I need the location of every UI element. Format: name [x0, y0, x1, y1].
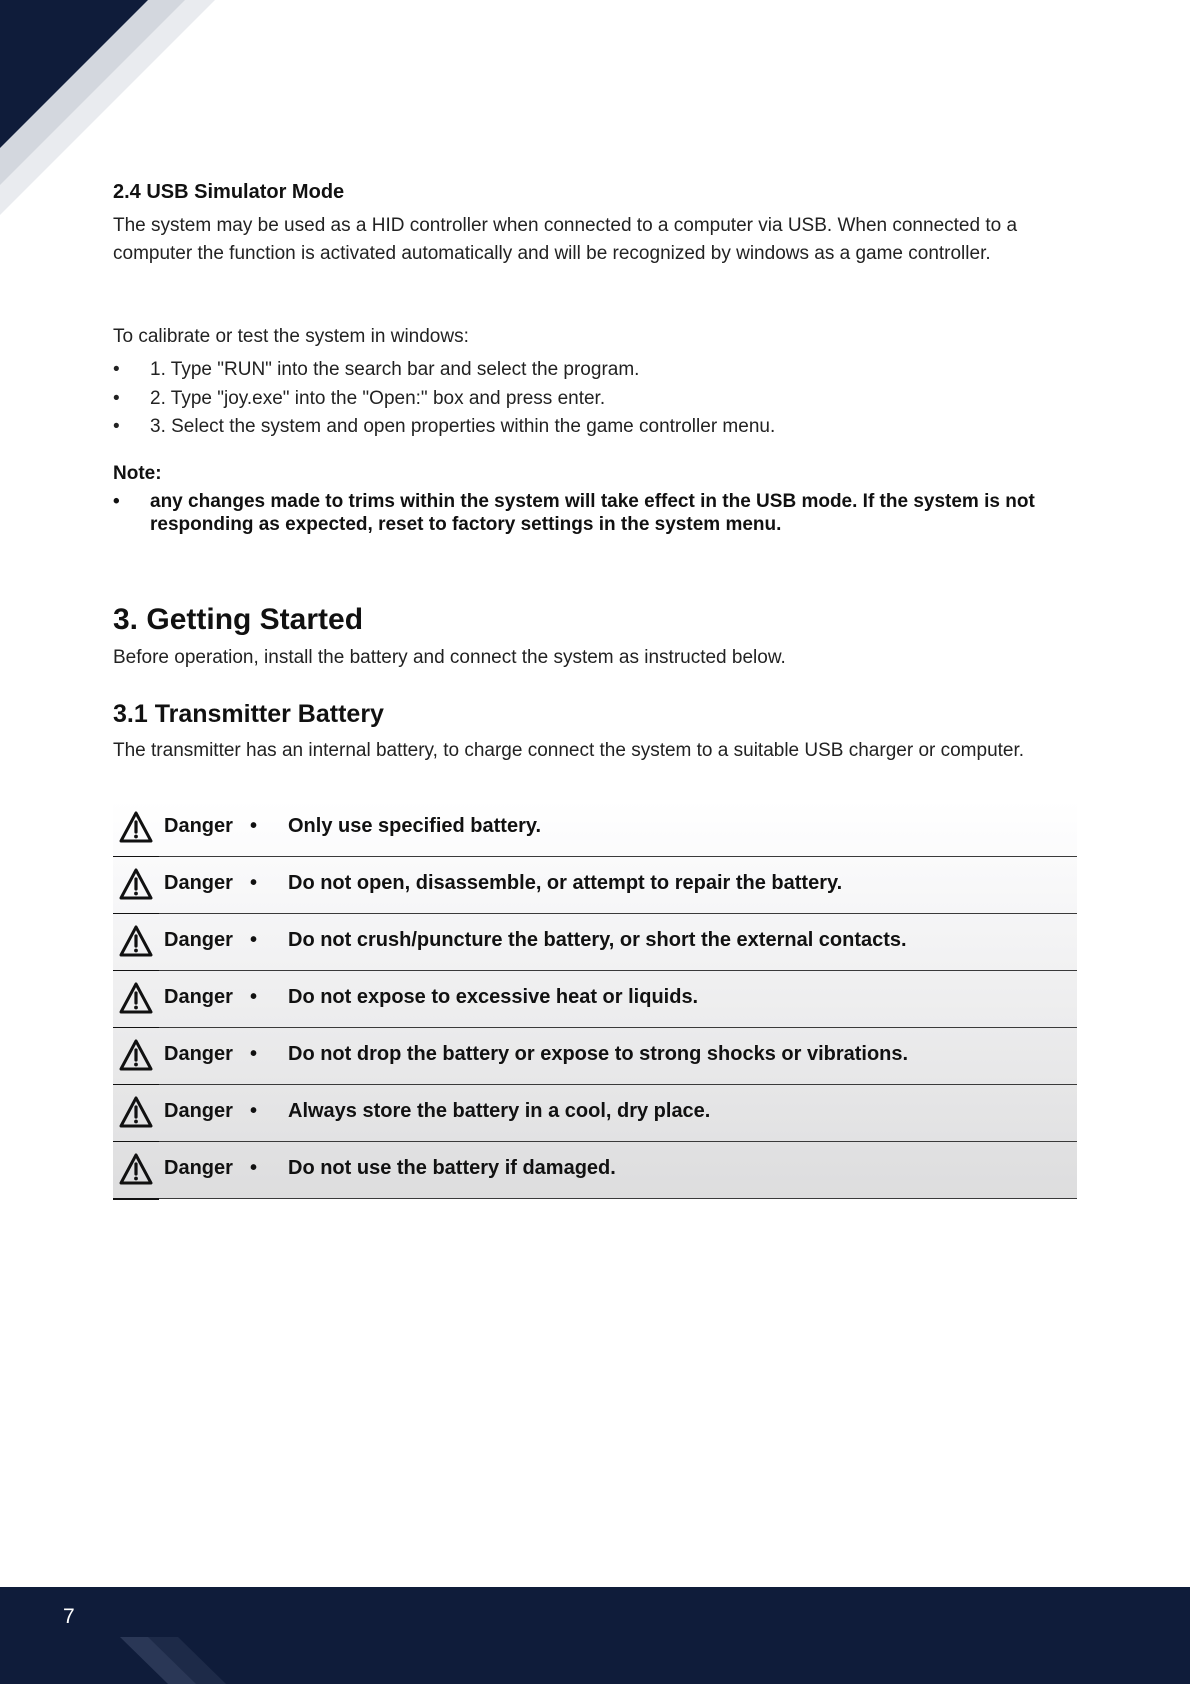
warning-text: Do not use the battery if damaged. — [288, 1157, 616, 1179]
footer-decoration — [120, 1637, 230, 1684]
getting-started-paragraph: Before operation, install the battery and connect the system as instructed below. — [113, 647, 786, 668]
warning-triangle-icon — [118, 1038, 154, 1072]
bullet: • — [250, 815, 258, 837]
warning-text: Do not open, disassemble, or attempt to repair the battery. — [288, 872, 843, 894]
bullet: • — [113, 359, 120, 380]
warning-text: Only use specified battery. — [288, 815, 542, 837]
bullet: • — [250, 986, 258, 1008]
step-2-text: 2. Type "joy.exe" into the "Open:" box and press enter. — [150, 388, 606, 409]
step-3-text: 3. Select the system and open properties within the game controller menu. — [150, 416, 776, 437]
battery-section-heading: 3.1 Transmitter Battery — [113, 700, 384, 728]
page-footer — [0, 1587, 1190, 1684]
warning-row — [113, 800, 1077, 857]
warning-row — [113, 857, 1077, 914]
warning-row — [113, 1142, 1077, 1199]
warning-text: Do not drop the battery or expose to strong shocks or vibrations. — [288, 1043, 909, 1065]
danger-label: Danger — [164, 1100, 233, 1122]
warning-triangle-icon — [118, 924, 154, 958]
warning-text: Do not expose to excessive heat or liquids. — [288, 986, 699, 1008]
note-item — [113, 490, 1077, 536]
warning-row — [113, 971, 1077, 1028]
warning-text: Always store the battery in a cool, dry place. — [288, 1100, 711, 1122]
bullet: • — [113, 491, 120, 512]
note-text: any changes made to trims within the system will take effect in the USB mode. If the system is not responding as expected, reset to factory settings in the system menu. — [150, 491, 1035, 535]
bullet: • — [250, 872, 258, 894]
warning-triangle-icon — [118, 1152, 154, 1186]
warning-text: Do not crush/puncture the battery, or short the external contacts. — [288, 929, 907, 951]
warning-triangle-icon — [118, 1095, 154, 1129]
warning-triangle-icon — [118, 867, 154, 901]
battery-section-paragraph: The transmitter has an internal battery, to charge connect the system to a suitable USB charger or computer. — [113, 740, 1025, 761]
danger-label: Danger — [164, 986, 233, 1008]
warning-row — [113, 1028, 1077, 1085]
danger-label: Danger — [164, 1043, 233, 1065]
usb-section-heading: 2.4 USB Simulator Mode — [113, 181, 345, 203]
note-label: Note: — [113, 463, 162, 484]
danger-label: Danger — [164, 929, 233, 951]
calibrate-intro: To calibrate or test the system in windows: — [113, 326, 469, 347]
warning-triangle-icon — [118, 810, 154, 844]
bullet: • — [250, 929, 258, 951]
step-1-text: 1. Type "RUN" into the search bar and select the program. — [150, 359, 640, 380]
warning-table — [113, 800, 1077, 1199]
danger-label: Danger — [164, 1157, 233, 1179]
danger-label: Danger — [164, 815, 233, 837]
bullet: • — [250, 1157, 258, 1179]
bullet: • — [113, 416, 120, 437]
bullet: • — [250, 1043, 258, 1065]
warning-triangle-icon — [118, 981, 154, 1015]
icon-underline — [113, 1198, 159, 1200]
usb-section-paragraph: The system may be used as a HID controller when connected to a computer via USB. When connected to a computer the function is activated automatically and will be recognized by windows as a game controller. — [113, 215, 1018, 264]
warning-row — [113, 1085, 1077, 1142]
bullet: • — [250, 1100, 258, 1122]
danger-label: Danger — [164, 872, 233, 894]
getting-started-heading: 3. Getting Started — [113, 603, 364, 636]
bullet: • — [113, 388, 120, 409]
page-number: 7 — [63, 1605, 75, 1628]
warning-row — [113, 914, 1077, 971]
